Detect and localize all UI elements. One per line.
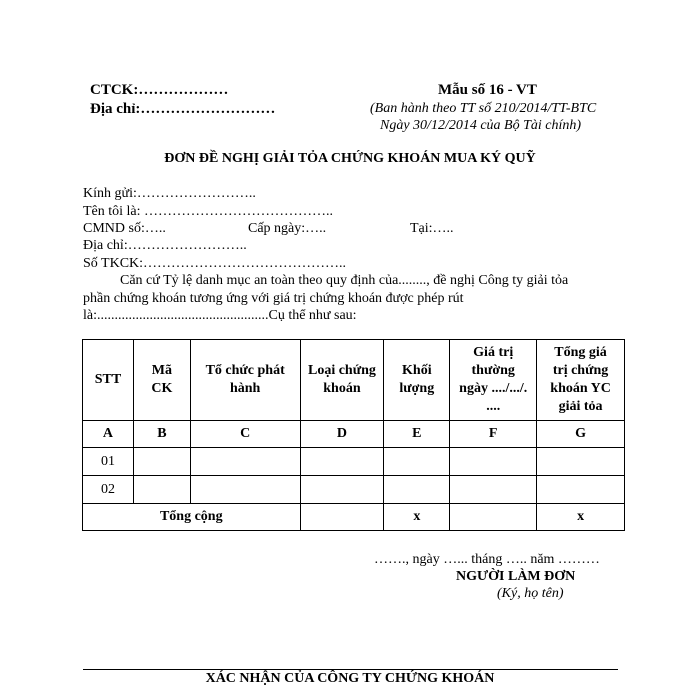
letter-cell: G [537, 421, 625, 448]
header-issuer: Tổ chức phát hành [190, 340, 300, 421]
letter-cell: D [300, 421, 384, 448]
letter-cell: F [450, 421, 537, 448]
header-stt: STT [83, 340, 134, 421]
table-row [83, 476, 625, 504]
header-ma-ck: Mã CK [133, 340, 190, 421]
body-line-1: Căn cứ Tỷ lệ danh mục an toàn theo quy định của........, đề nghị Công ty giải tỏa [120, 273, 569, 288]
table-cell[interactable] [450, 448, 537, 476]
kinh-gui-field: Kính gửi:…………………….. [83, 186, 256, 201]
broker-confirmation-heading: XÁC NHẬN CỦA CÔNG TY CHỨNG KHOÁN [205, 671, 495, 686]
header-total-value: Tổng giá trị chứng khoán YC giải tỏa [537, 340, 625, 421]
table-total-row [83, 504, 625, 531]
header-quantity: Khối lượng [384, 340, 450, 421]
header-security-type: Loại chứng khoán [300, 340, 384, 421]
letter-cell: E [384, 421, 450, 448]
account-number-field: Số TKCK:…………………………………….. [83, 256, 347, 271]
date-line: ……., ngày …... tháng ….. năm ……… [374, 552, 600, 567]
cmnd-field: CMND số:….. [83, 221, 166, 236]
letter-cell: B [133, 421, 190, 448]
body-line-3: là:.................................................Cụ thể như sau: [83, 308, 357, 323]
row-stt: 02 [83, 476, 134, 504]
header-market-value: Giá trị thường ngày ..../.../. .... [450, 340, 537, 421]
letter-cell: A [83, 421, 134, 448]
body-line-2: phần chứng khoán tương ứng với giá trị chứng khoán được phép rút [83, 291, 464, 306]
total-label: Tổng cộng [83, 504, 301, 531]
table-letter-row [83, 421, 625, 448]
ctck-field: CTCK:……………… [90, 82, 229, 98]
total-quantity: x [384, 504, 450, 531]
letter-cell: C [190, 421, 300, 448]
issue-date-field: Cấp ngày:….. [248, 221, 327, 236]
address-field: Địa chỉ:…………………….. [83, 238, 247, 253]
table-cell[interactable] [300, 476, 384, 504]
table-cell[interactable] [300, 448, 384, 476]
table-cell[interactable] [133, 448, 190, 476]
securities-table [82, 339, 625, 531]
row-stt: 01 [83, 448, 134, 476]
table-cell[interactable] [450, 476, 537, 504]
table-cell[interactable] [537, 476, 625, 504]
name-field: Tên tôi là: ………………………………….. [83, 204, 334, 219]
table-cell[interactable] [133, 476, 190, 504]
table-cell[interactable] [300, 504, 384, 531]
table-cell[interactable] [190, 448, 300, 476]
table-cell[interactable] [450, 504, 537, 531]
table-row [83, 448, 625, 476]
divider-line [83, 669, 618, 670]
total-value: x [537, 504, 625, 531]
header-address-field: Địa chỉ:……………………… [90, 101, 276, 117]
table-cell[interactable] [384, 476, 450, 504]
signer-title: NGƯỜI LÀM ĐƠN [456, 569, 576, 584]
table-cell[interactable] [537, 448, 625, 476]
table-cell[interactable] [384, 448, 450, 476]
signature-note: (Ký, họ tên) [497, 586, 564, 601]
issue-place-field: Tại:….. [410, 221, 454, 236]
table-header-row [83, 340, 625, 421]
table-cell[interactable] [190, 476, 300, 504]
issued-by-line2: Ngày 30/12/2014 của Bộ Tài chính) [380, 118, 582, 133]
form-number: Mẫu số 16 - VT [438, 82, 537, 98]
document-title: ĐƠN ĐỀ NGHỊ GIẢI TỎA CHỨNG KHOÁN MUA KÝ QUỸ [164, 151, 536, 166]
issued-by-line1: (Ban hành theo TT số 210/2014/TT-BTC [370, 101, 597, 116]
